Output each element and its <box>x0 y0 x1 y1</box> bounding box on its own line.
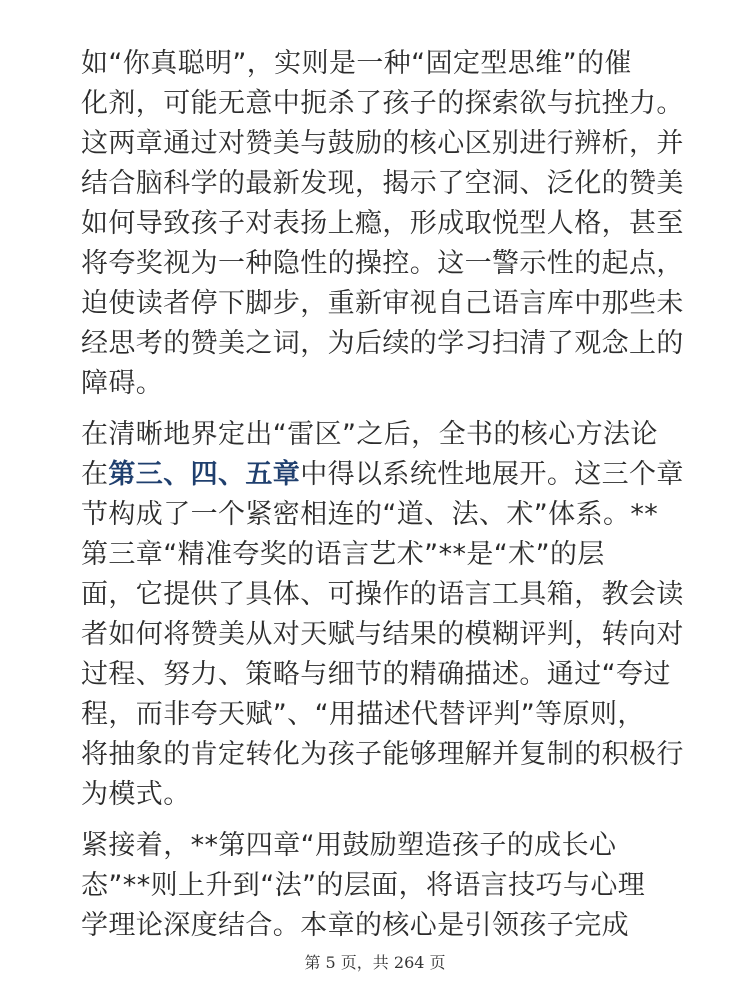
text-line: 如何导致孩子对表扬上瘾，形成取悦型人格，甚至 <box>81 208 684 239</box>
text-segment: 中得以系统性地展开。这三个章 <box>300 459 684 490</box>
text-line: 障碍。 <box>81 368 164 399</box>
text-line: 经思考的赞美之词，为后续的学习扫清了观念上的 <box>81 328 684 359</box>
text-line: 结合脑科学的最新发现，揭示了空洞、泛化的赞美 <box>81 168 684 199</box>
chapter-range-highlight: 第三、四、五章 <box>108 459 301 490</box>
text-segment: 在 <box>81 459 109 490</box>
text-line: 紧接着，**第四章“用鼓励塑造孩子的成长心 <box>81 830 617 861</box>
text-line: 节构成了一个紧密相连的“道、法、术”体系。** <box>81 499 659 530</box>
paragraph-1 <box>81 44 684 404</box>
page-number-footer: 第 5 页，共 264 页 <box>304 953 446 972</box>
text-line: 化剂，可能无意中扼杀了孩子的探索欲与抗挫力。 <box>81 88 684 119</box>
text-line: 将抽象的肯定转化为孩子能够理解并复制的积极行 <box>81 739 684 770</box>
text-line: 者如何将赞美从对天赋与结果的模糊评判，转向对 <box>81 619 684 650</box>
paragraph-3 <box>81 826 681 946</box>
body-text <box>81 44 684 946</box>
text-line: 迫使读者停下脚步，重新审视自己语言库中那些未 <box>81 288 684 319</box>
text-line: 第三章“精准夸奖的语言艺术”**是“术”的层 <box>81 539 605 570</box>
text-line <box>81 455 684 495</box>
paragraph-2 <box>81 415 684 815</box>
text-line: 态”**则上升到“法”的层面，将语言技巧与心理 <box>81 870 646 901</box>
text-line: 为模式。 <box>81 779 191 810</box>
text-line: 将夸奖视为一种隐性的操控。这一警示性的起点， <box>81 248 684 279</box>
text-line: 面，它提供了具体、可操作的语言工具箱，教会读 <box>81 579 684 610</box>
text-line: 程，而非夸天赋”、“用描述代替评判”等原则， <box>81 699 645 730</box>
text-line: 这两章通过对赞美与鼓励的核心区别进行辨析，并 <box>81 128 684 159</box>
text-line: 学理论深度结合。本章的核心是引领孩子完成 <box>81 910 629 941</box>
text-line: 过程、努力、策略与细节的精确描述。通过“夸过 <box>81 659 671 690</box>
text-line: 如“你真聪明”，实则是一种“固定型思维”的催 <box>81 48 632 79</box>
text-line: 在清晰地界定出“雷区”之后，全书的核心方法论 <box>81 419 658 450</box>
